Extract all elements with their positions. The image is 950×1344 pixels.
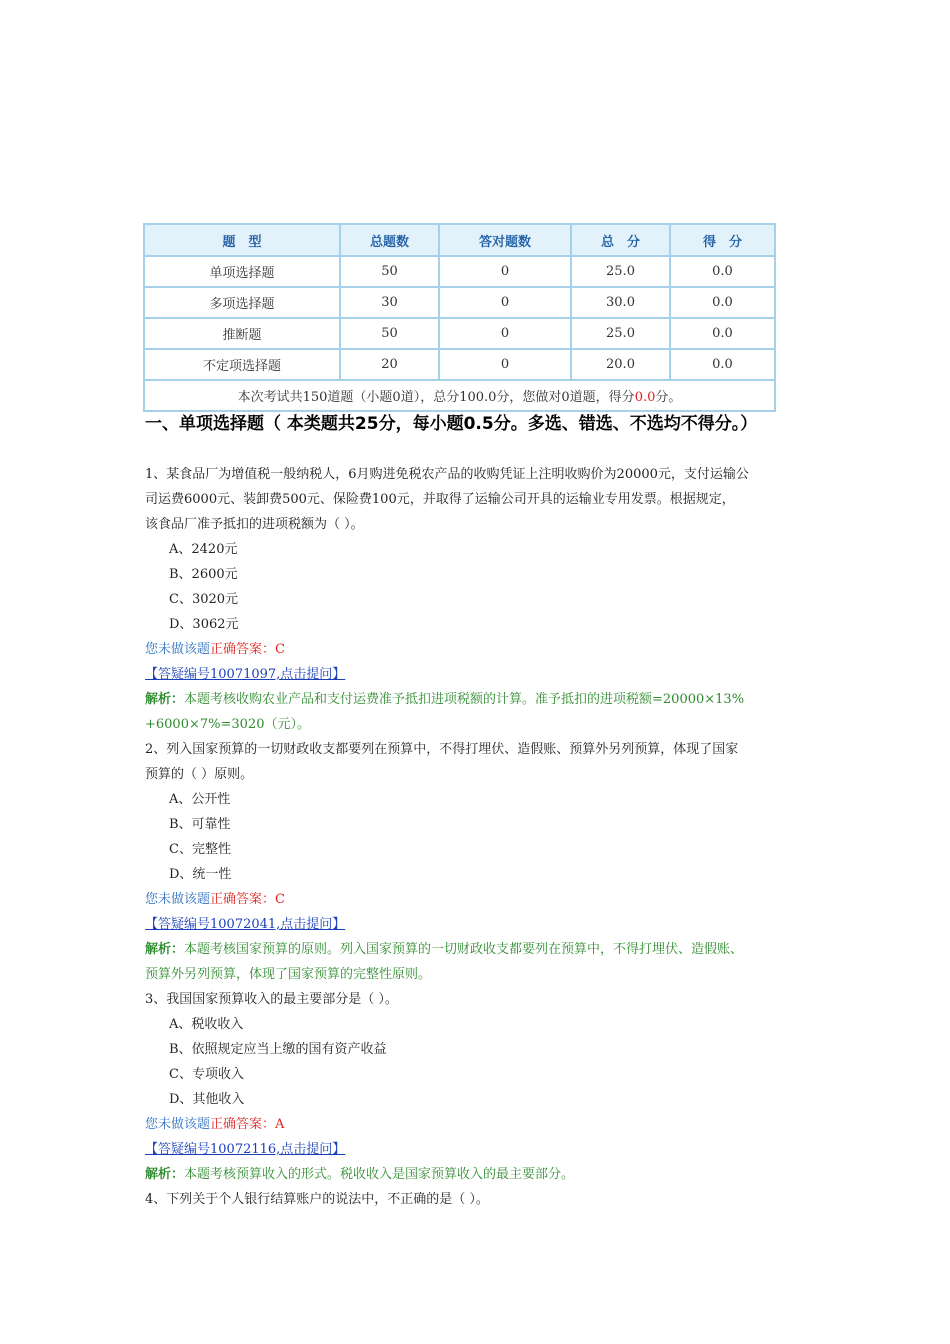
answer-line — [145, 637, 815, 662]
table-cell: 30.0 — [571, 287, 670, 318]
table-footer-row — [144, 380, 775, 411]
section-title: 一、单项选择题（ 本类题共25分，每小题0.5分。多选、错选、不选均不得分。） — [145, 414, 758, 434]
table-cell: 0 — [439, 287, 571, 318]
table-cell: 不定项选择题 — [144, 349, 340, 380]
option-d[interactable]: D、统一性 — [169, 867, 232, 882]
table-cell: 50 — [340, 256, 439, 287]
question-stem-line: 3、我国国家预算收入的最主要部分是（ ）。 — [145, 992, 398, 1007]
question-1 — [145, 462, 815, 737]
answer-label: 正确答案： — [210, 1117, 276, 1132]
table-header-row — [144, 224, 775, 256]
analysis-text-line: 预算外另列预算，体现了国家预算的完整性原则。 — [145, 967, 432, 982]
ask-line — [145, 912, 815, 937]
table-cell: 25.0 — [571, 256, 670, 287]
table-cell: 0.0 — [670, 287, 775, 318]
header-correct-count: 答对题数 — [439, 224, 571, 256]
option-c[interactable]: C、完整性 — [169, 842, 231, 857]
option-a[interactable]: A、2420元 — [169, 542, 238, 557]
header-score: 得 分 — [670, 224, 775, 256]
header-type: 题 型 — [144, 224, 340, 256]
analysis-label: 解析： — [145, 1167, 185, 1182]
table-row — [144, 318, 775, 349]
table-cell: 0.0 — [670, 256, 775, 287]
table-cell: 0.0 — [670, 318, 775, 349]
option-b[interactable]: B、依照规定应当上缴的国有资产收益 — [169, 1042, 387, 1057]
question-3 — [145, 987, 815, 1187]
table-cell: 20.0 — [571, 349, 670, 380]
option-c[interactable]: C、3020元 — [169, 592, 239, 607]
table-cell: 30 — [340, 287, 439, 318]
answer-status: 您未做该题 — [145, 892, 211, 907]
table-cell: 0 — [439, 318, 571, 349]
ask-question-link[interactable]: 【答疑编号10072041,点击提问】 — [145, 917, 346, 932]
ask-question-link[interactable]: 【答疑编号10071097,点击提问】 — [145, 667, 346, 682]
question-stem-line: 1、某食品厂为增值税一般纳税人，6月购进免税农产品的收购凭证上注明收购价为20000元，支付运输公 — [145, 467, 749, 482]
answer-status: 您未做该题 — [145, 642, 211, 657]
ask-question-link[interactable]: 【答疑编号10072116,点击提问】 — [145, 1142, 346, 1157]
table-cell: 0 — [439, 349, 571, 380]
table-row — [144, 256, 775, 287]
question-2 — [145, 737, 815, 987]
answer-status: 您未做该题 — [145, 1117, 211, 1132]
analysis-text-line: 本题考核国家预算的原则。列入国家预算的一切财政收支都要列在预算中，不得打埋伏、造假账、 — [184, 942, 744, 957]
table-row — [144, 349, 775, 380]
answer-line — [145, 1112, 815, 1137]
analysis — [145, 687, 815, 737]
option-a[interactable]: A、税收收入 — [169, 1017, 244, 1032]
table-cell: 20 — [340, 349, 439, 380]
question-stem-line: 预算的（ ）原则。 — [145, 767, 254, 782]
correct-answer: C — [275, 892, 285, 907]
summary-suffix: 分。 — [655, 390, 682, 405]
header-total-score: 总 分 — [571, 224, 670, 256]
correct-answer: A — [275, 1117, 285, 1132]
table-cell: 0.0 — [670, 349, 775, 380]
table-row — [144, 287, 775, 318]
ask-line — [145, 662, 815, 687]
question-stem-line: 司运费6000元、装卸费500元、保险费100元，并取得了运输公司开具的运输业专用发票。根据规定， — [145, 492, 735, 507]
answer-line — [145, 887, 815, 912]
table-cell: 多项选择题 — [144, 287, 340, 318]
option-b[interactable]: B、2600元 — [169, 567, 238, 582]
table-cell: 0 — [439, 256, 571, 287]
analysis-label: 解析： — [145, 692, 185, 707]
option-d[interactable]: D、其他收入 — [169, 1092, 245, 1107]
option-b[interactable]: B、可靠性 — [169, 817, 231, 832]
table-cell: 25.0 — [571, 318, 670, 349]
analysis-label: 解析： — [145, 942, 185, 957]
table-cell: 50 — [340, 318, 439, 349]
question-4-stem: 4、下列关于个人银行结算账户的说法中，不正确的是（ ）。 — [145, 1192, 489, 1207]
table-cell: 推断题 — [144, 318, 340, 349]
summary-prefix: 本次考试共150道题（小题0道），总分100.0分，您做对0道题，得分 — [237, 390, 635, 405]
exam-summary-text — [144, 380, 775, 411]
analysis-text-line: 本题考核收购农业产品和支付运费准予抵扣进项税额的计算。准予抵扣的进项税额=20000×13% — [184, 692, 745, 707]
option-c[interactable]: C、专项收入 — [169, 1067, 244, 1082]
answer-label: 正确答案： — [210, 892, 276, 907]
analysis — [145, 937, 815, 987]
question-stem-line: 该食品厂准予抵扣的进项税额为（ ）。 — [145, 517, 364, 532]
score-summary-table — [143, 223, 776, 412]
question-list — [145, 462, 815, 1212]
analysis — [145, 1162, 815, 1187]
option-d[interactable]: D、3062元 — [169, 617, 239, 632]
answer-label: 正确答案： — [210, 642, 276, 657]
analysis-text-line: +6000×7%=3020（元）。 — [145, 717, 310, 732]
table-cell: 单项选择题 — [144, 256, 340, 287]
question-stem-line: 2、列入国家预算的一切财政收支都要列在预算中，不得打埋伏、造假账、预算外另列预算，体现了国家 — [145, 742, 739, 757]
analysis-text-line: 本题考核预算收入的形式。税收收入是国家预算收入的最主要部分。 — [184, 1167, 575, 1182]
correct-answer: C — [275, 642, 285, 657]
summary-score-value: 0.0 — [634, 390, 656, 405]
header-total-count: 总题数 — [340, 224, 439, 256]
option-a[interactable]: A、公开性 — [169, 792, 231, 807]
ask-line — [145, 1137, 815, 1162]
